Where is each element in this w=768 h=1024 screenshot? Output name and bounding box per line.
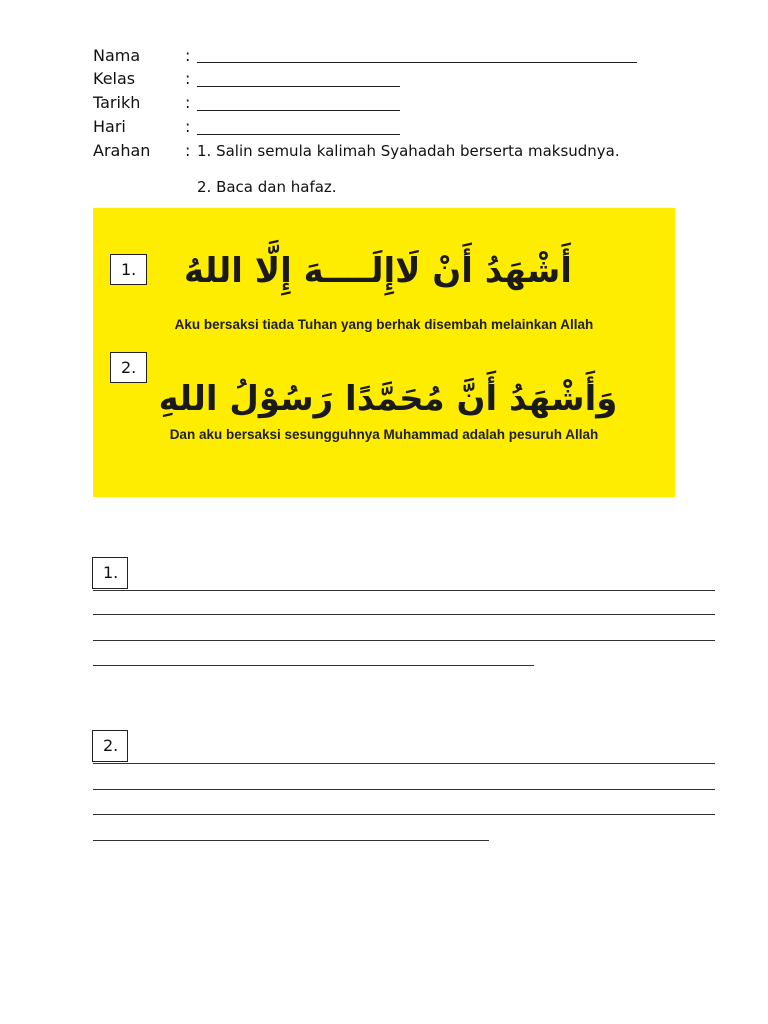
syahadah-banner <box>93 208 675 497</box>
syahadah-translation-2: Dan aku bersaksi sesungguhnya Muhammad adalah pesuruh Allah <box>169 427 599 442</box>
tarikh-input-line[interactable] <box>197 110 400 111</box>
answer-line[interactable] <box>93 789 715 790</box>
answer-number-1: 1. <box>103 563 119 582</box>
banner-number-box-2 <box>110 352 147 383</box>
hari-label: Hari <box>93 117 126 136</box>
banner-number-1: 1. <box>121 259 137 279</box>
answer-line[interactable] <box>93 763 715 764</box>
kelas-label: Kelas <box>93 69 136 88</box>
hari-colon: : <box>185 117 191 136</box>
syahadah-arabic-1: أَشْهَدُ أَنْ لَاإِلَــــهَ إِلَّا اللهُ <box>184 251 572 291</box>
answer-number-box-2 <box>92 730 128 762</box>
kelas-input-line[interactable] <box>197 86 400 87</box>
arahan-label: Arahan <box>93 141 151 160</box>
tarikh-colon: : <box>185 93 191 112</box>
answer-line[interactable] <box>93 590 715 591</box>
banner-number-2: 2. <box>121 357 137 377</box>
nama-label: Nama <box>93 46 141 65</box>
answer-line[interactable] <box>93 640 715 641</box>
instruction-step-2: 2. Baca dan hafaz. <box>197 178 337 196</box>
kelas-colon: : <box>185 69 191 88</box>
banner-number-box-1 <box>110 254 147 285</box>
answer-line[interactable] <box>93 814 715 815</box>
answer-line[interactable] <box>93 840 489 841</box>
syahadah-translation-1: Aku bersaksi tiada Tuhan yang berhak disembah melainkan Allah <box>174 317 594 332</box>
answer-number-box-1 <box>92 557 128 589</box>
nama-input-line[interactable] <box>197 62 637 63</box>
answer-number-2: 2. <box>103 736 119 755</box>
arahan-colon: : <box>185 141 191 160</box>
hari-input-line[interactable] <box>197 134 400 135</box>
syahadah-arabic-2: وَأَشْهَدُ أَنَّ مُحَمَّدًا رَسُوْلُ اللهِ <box>158 379 618 419</box>
instruction-step-1: 1. Salin semula kalimah Syahadah berserta maksudnya. <box>197 142 620 160</box>
nama-colon: : <box>185 46 191 65</box>
answer-line[interactable] <box>93 614 715 615</box>
answer-line[interactable] <box>93 665 534 666</box>
tarikh-label: Tarikh <box>93 93 141 112</box>
